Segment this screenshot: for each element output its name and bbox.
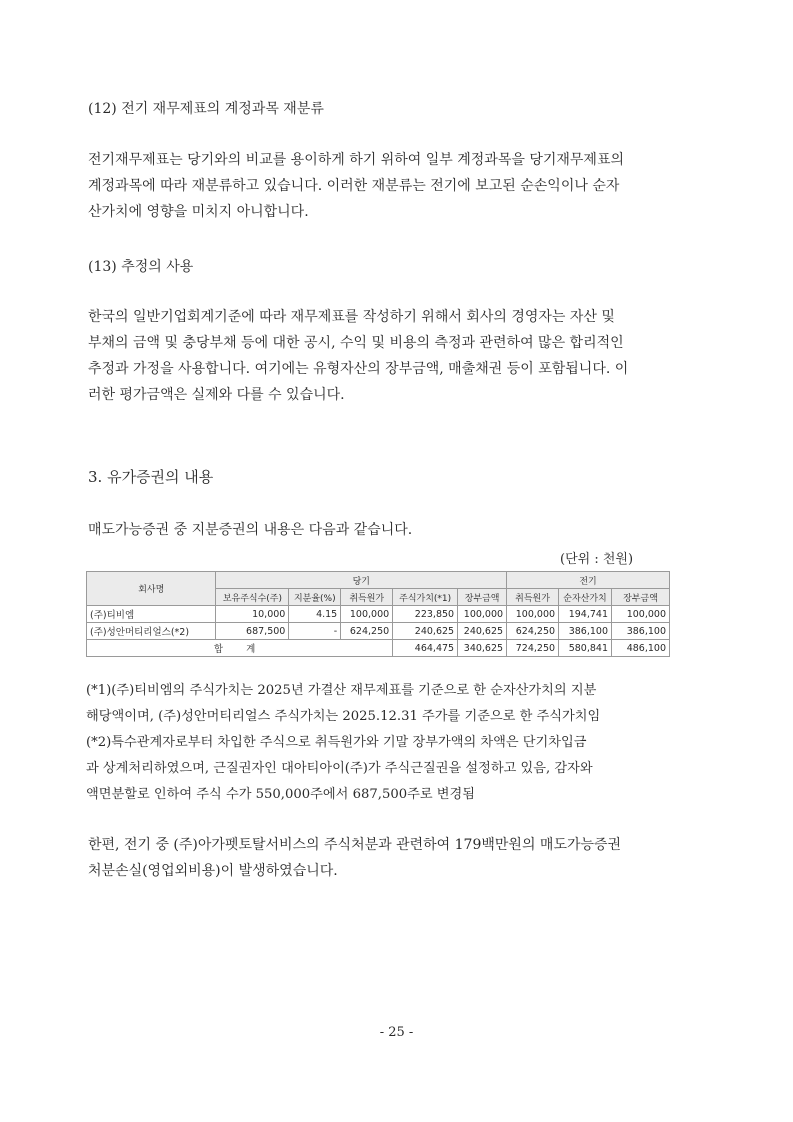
table-row [87,606,670,623]
table-cell: - [289,623,341,640]
securities-table [86,571,670,657]
table-cell: 10,000 [216,606,289,623]
company-header: 회사명 [87,572,216,606]
column-header: 주식가치(*1) [393,589,458,606]
table-cell: 100,000 [341,606,393,623]
column-header: 취득원가 [507,589,559,606]
section-12-body [88,147,688,225]
table-cell: 4.15 [289,606,341,623]
table-cell: 624,250 [507,623,559,640]
footnote-line: (*2)특수관계자로부터 차입한 주식으로 취득원가와 기말 장부가액의 차액은 단기차입금 [86,735,587,750]
text-line: 처분손실(영업외비용)이 발생하였습니다. [88,863,338,879]
section-3-title: 3. 유가증권의 내용 [88,468,214,486]
section-13-title: (13) 추정의 사용 [88,259,194,275]
table-footnotes [86,678,686,808]
table-cell: 464,475 [393,640,458,657]
footnote-line: 해당액이며, (주)성안머티리얼스 주식가치는 2025.12.31 주가를 기준으로 한 주식가치임 [86,709,601,724]
table-cell: 580,841 [559,640,612,657]
closing-paragraph [88,832,688,884]
footnote-line: 과 상계처리하였으며, 근질권자인 대아티아이(주)가 주식근질권을 설정하고 있음, 감자와 [86,761,593,776]
section-12-title: (12) 전기 재무제표의 계정과목 재분류 [88,101,324,117]
page-number: - 25 - [379,1025,414,1040]
column-header: 지분율(%) [289,589,341,606]
table-cell: 340,625 [458,640,507,657]
text-line: 추정과 가정을 사용합니다. 여기에는 유형자산의 장부금액, 매출채권 등이 포함됩니다. 이 [88,361,629,377]
column-header: 보유주식수(주) [216,589,289,606]
table-cell: 486,100 [612,640,670,657]
text-line: 계정과목에 따라 재분류하고 있습니다. 이러한 재분류는 전기에 보고된 순손익이나 순자 [88,178,620,194]
section-13-body [88,304,688,408]
section-3-intro: 매도가능증권 중 지분증권의 내용은 다음과 같습니다. [88,522,413,538]
table-cell: 386,100 [612,623,670,640]
table-cell: 100,000 [612,606,670,623]
text-line: 러한 평가금액은 실제와 다를 수 있습니다. [88,387,345,403]
unit-label: (단위 : 천원) [560,552,634,567]
table-cell: 687,500 [216,623,289,640]
prior-period-header: 전기 [507,572,670,589]
table-cell: 240,625 [458,623,507,640]
table-cell: 100,000 [458,606,507,623]
column-header: 순자산가치 [559,589,612,606]
table-cell: 624,250 [341,623,393,640]
table-total-row [87,640,670,657]
text-line: 한편, 전기 중 (주)아가펫토탈서비스의 주식처분과 관련하여 179백만원의 매도가능증권 [88,837,622,853]
table-header-row [87,572,670,589]
table-cell: 240,625 [393,623,458,640]
table-cell: 724,250 [507,640,559,657]
table-cell: 386,100 [559,623,612,640]
column-header: 장부금액 [458,589,507,606]
footnote-line: (*1)(주)티비엠의 주식가치는 2025년 가결산 재무제표를 기준으로 한 순자산가치의 지분 [86,683,597,698]
column-header: 취득원가 [341,589,393,606]
column-header: 장부금액 [612,589,670,606]
total-label: 합 계 [87,640,393,657]
table-cell: 194,741 [559,606,612,623]
text-line: 전기재무제표는 당기와의 비교를 용이하게 하기 위하여 일부 계정과목을 당기재무제표의 [88,152,624,168]
table-cell: 223,850 [393,606,458,623]
company-name: (주)성안머티리얼스(*2) [87,623,216,640]
company-name: (주)티비엠 [87,606,216,623]
footnote-line: 액면분할로 인하여 주식 수가 550,000주에서 687,500주로 변경됨 [86,787,475,802]
text-line: 부채의 금액 및 충당부채 등에 대한 공시, 수익 및 비용의 측정과 관련하여 많은 합리적인 [88,335,624,351]
text-line: 한국의 일반기업회계기준에 따라 재무제표를 작성하기 위해서 회사의 경영자는 자산 및 [88,309,615,325]
current-period-header: 당기 [216,572,507,589]
text-line: 산가치에 영향을 미치지 아니합니다. [88,204,309,220]
table-cell: 100,000 [507,606,559,623]
table-row [87,623,670,640]
